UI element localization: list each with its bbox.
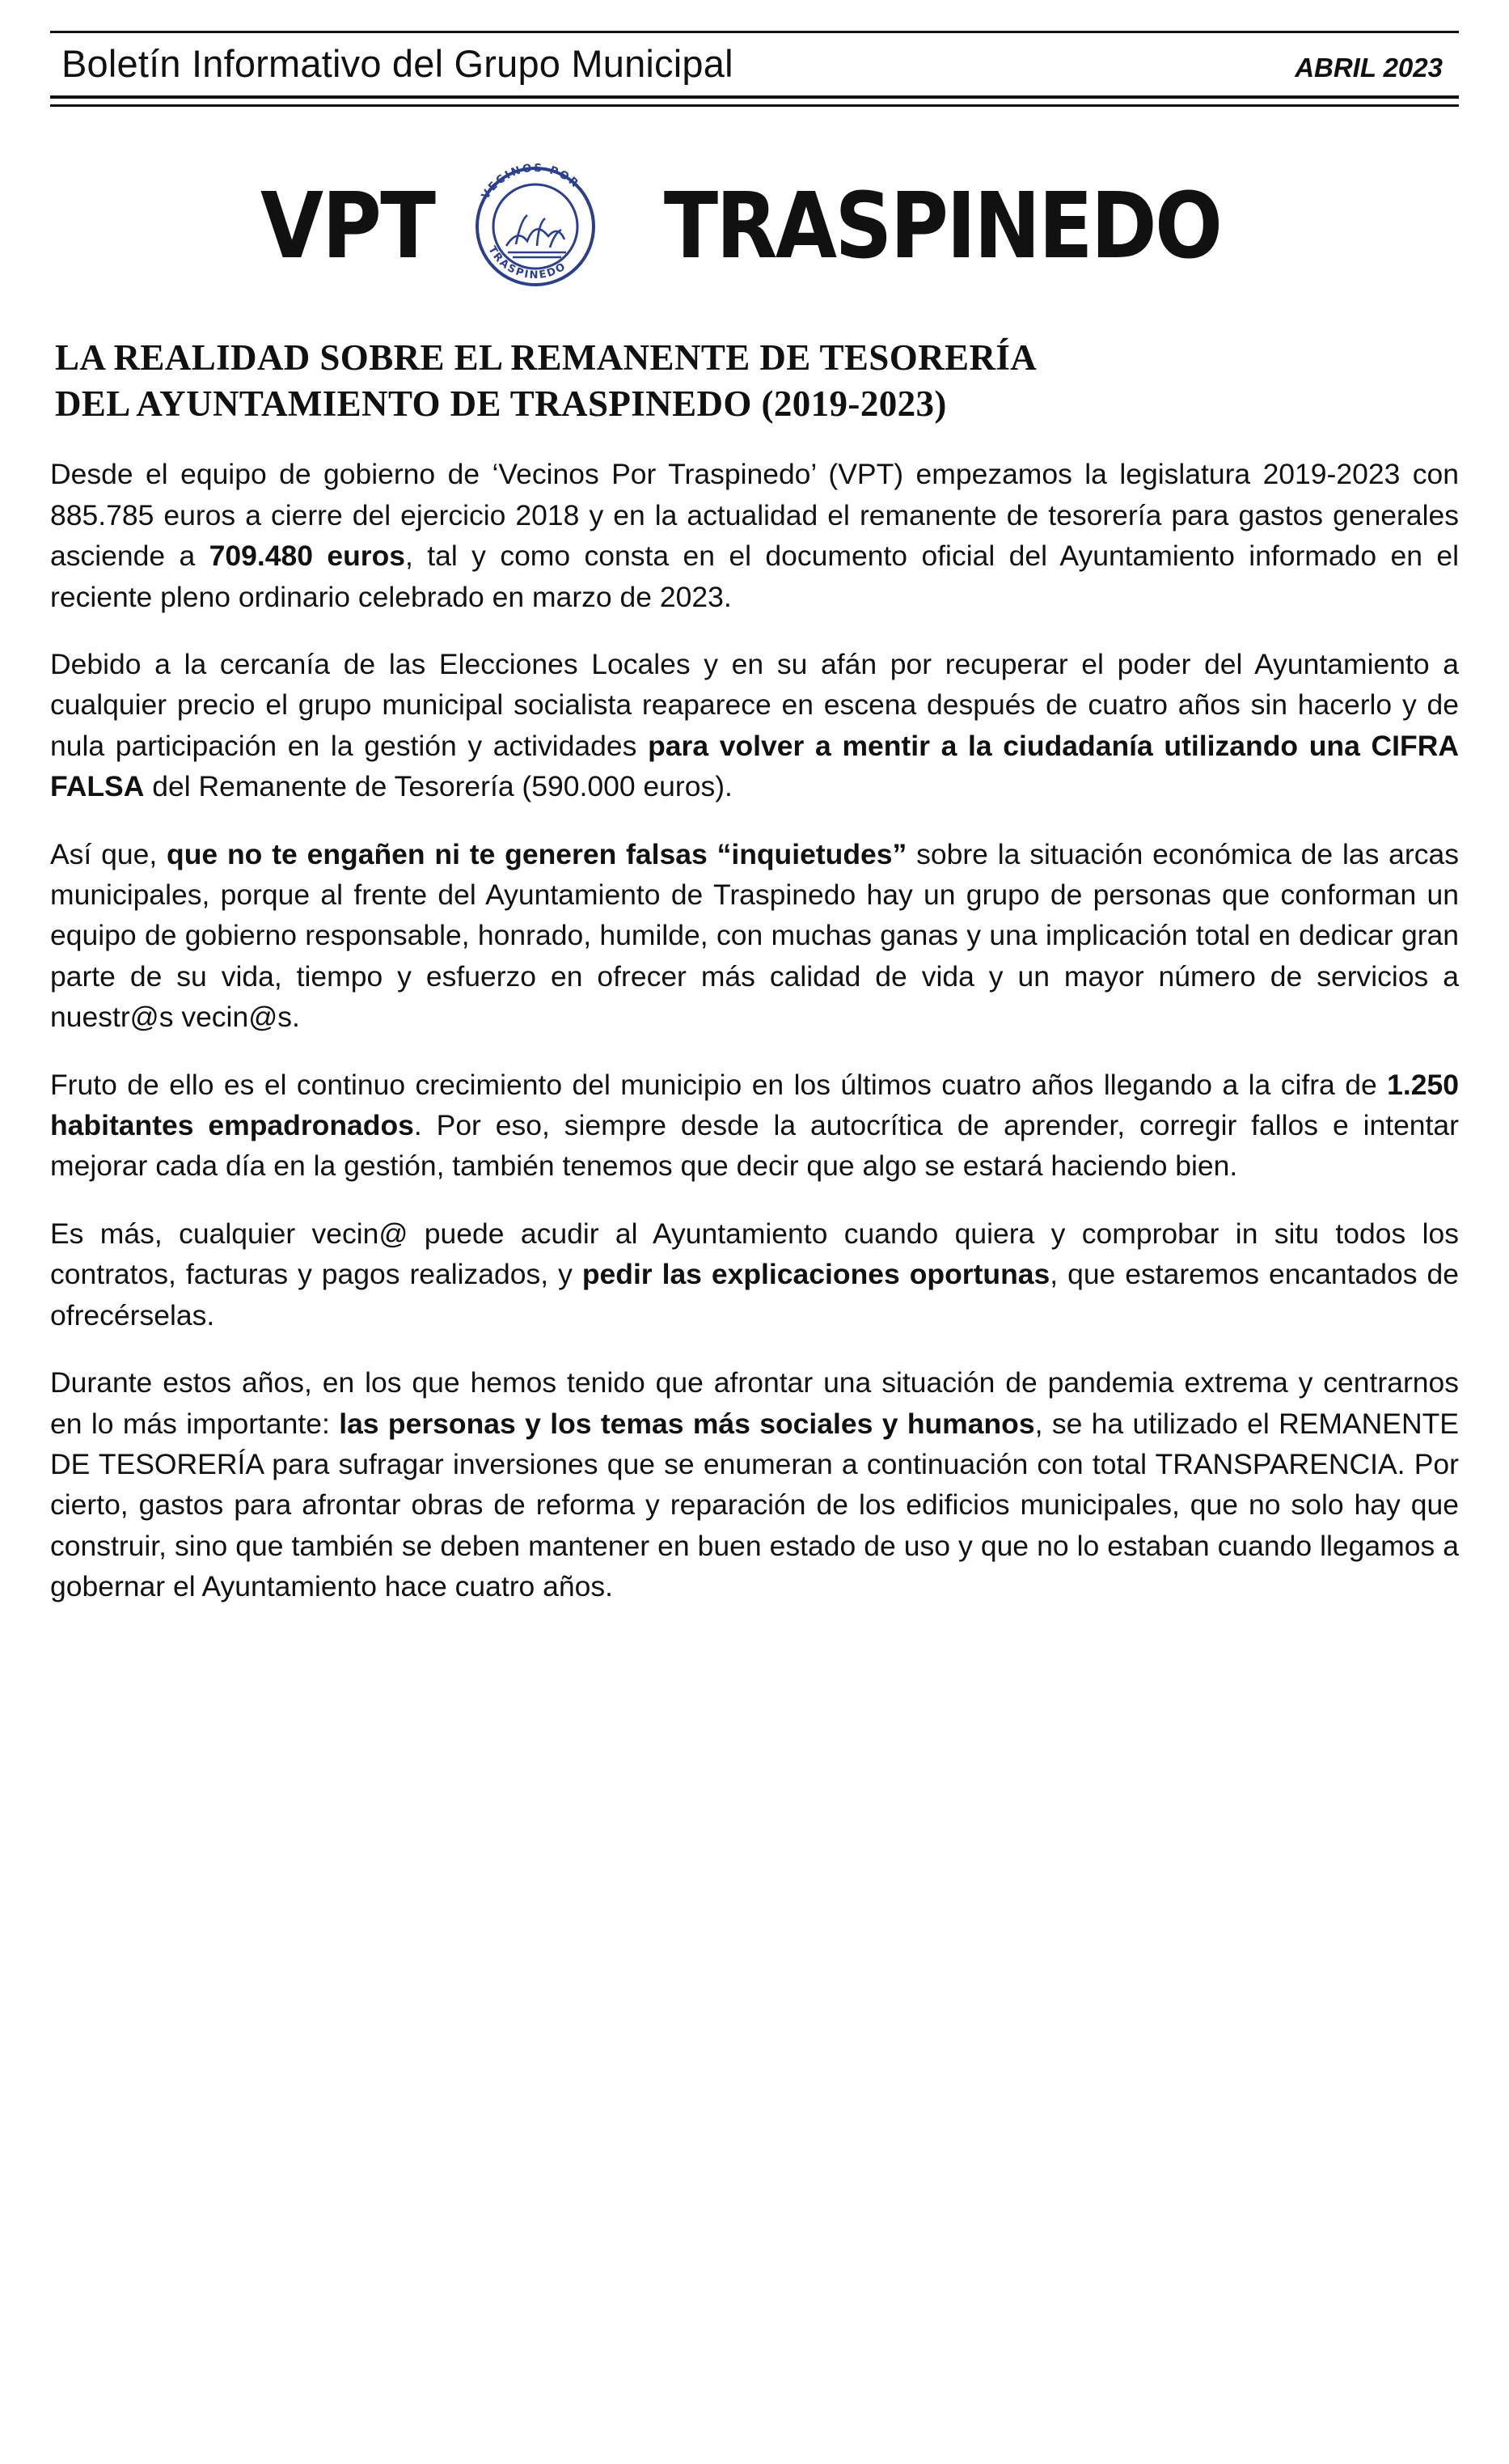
body-text: Debido a la cercanía de las Elecciones Locales y en su afán por recuperar el poder del Ayuntamiento a cualquier precio el grupo municipal socialista reaparece en escena después de cuatro años sin hacerlo y de nula participación en la gestión y actividades xyxy=(50,648,1459,762)
svg-text:VECINOS POR: VECINOS POR xyxy=(478,161,582,202)
bulletin-date: ABRIL 2023 xyxy=(1295,53,1443,83)
masthead-bottom-rule xyxy=(50,95,1459,107)
emphasis-text: para volver a mentir a la ciudadanía utilizando una CIFRA FALSA xyxy=(50,729,1459,803)
emphasis-text: 1.250 habitantes empadronados xyxy=(50,1068,1459,1142)
paragraph xyxy=(50,1213,1459,1336)
paragraph xyxy=(50,454,1459,617)
logo-traspinedo-text: TRASPINEDO xyxy=(663,174,1220,279)
body-text: , tal y como consta en el documento oficial del Ayuntamiento informado en el reciente pleno ordinario celebrado en marzo de 2023. xyxy=(50,540,1460,613)
paragraph xyxy=(50,644,1459,807)
bulletin-title: Boletín Informativo del Grupo Municipal xyxy=(61,42,733,85)
body-text: Así que, xyxy=(50,837,167,870)
body-text: del Remanente de Tesorería (590.000 euros). xyxy=(144,770,733,803)
body-text: Desde el equipo de gobierno de ‘Vecinos Por Traspinedo’ (VPT) empezamos la legislatura 2019-2023 con 885.785 euros a cierre del ejercicio 2018 y en la actualidad el remanente de tesorería para gastos generales asciende a xyxy=(50,458,1459,573)
vpt-seal-icon xyxy=(459,150,611,303)
paragraph xyxy=(50,1065,1459,1187)
masthead-row xyxy=(50,33,1459,95)
page-title-line-2: DEL AYUNTAMIENTO DE TRASPINEDO (2019-2023) xyxy=(55,383,947,424)
logo-vpt-text: VPT xyxy=(260,174,435,279)
emphasis-text: que no te engañen ni te generen falsas “inquietudes” xyxy=(167,837,907,870)
logo-band xyxy=(50,150,1459,303)
body-text: Durante estos años, en los que hemos tenido que afrontar una situación de pandemia extrema y centrarnos en lo más importante: xyxy=(50,1366,1459,1440)
emphasis-text: pedir las explicaciones oportunas xyxy=(581,1258,1050,1291)
page-title xyxy=(55,335,1454,426)
body-text: Fruto de ello es el continuo crecimiento del municipio en los últimos cuatro años llegando a la cifra de xyxy=(50,1068,1388,1101)
body-text: sobre la situación económica de las arcas municipales, porque al frente del Ayuntamiento de Traspinedo hay un grupo de personas que conforman un equipo de gobierno responsable, honrado, humilde, con muchas ganas y una implicación total en dedicar gran parte de su vida, tiempo y esfuerzo en ofrecer más calidad de vida y un mayor número de servicios a nuestr@s vecin@s. xyxy=(50,837,1459,1034)
paragraph xyxy=(50,834,1459,1038)
emphasis-text: las personas y los temas más sociales y humanos xyxy=(339,1407,1035,1440)
article-body xyxy=(50,454,1459,1607)
svg-text:TRASPINEDO: TRASPINEDO xyxy=(484,243,569,282)
body-text: , que estaremos encantados de ofrecérselas. xyxy=(50,1258,1459,1331)
body-text: Es más, cualquier vecin@ puede acudir al Ayuntamiento cuando quiera y comprobar in situ todos los contratos, facturas y pagos realizados, y xyxy=(50,1217,1459,1291)
emphasis-text: 709.480 euros xyxy=(209,540,406,573)
masthead xyxy=(50,24,1459,107)
paragraph xyxy=(50,1362,1459,1607)
body-text: . Por eso, siempre desde la autocrítica de aprender, corregir fallos e intentar mejorar cada día en la gestión, también tenemos que decir que algo se estará haciendo bien. xyxy=(50,1109,1459,1183)
body-text: , se ha utilizado el REMANENTE DE TESORERÍA para sufragar inversiones que se enumeran a continuación con total TRANSPARENCIA. Por cierto, gastos para afrontar obras de reforma y reparación de los edificios municipales, que no solo hay que construir, sino que también se deben mantener en buen estado de uso y que no lo estaban cuando llegamos a gobernar el Ayuntamiento hace cuatro años. xyxy=(50,1407,1459,1603)
page-title-line-1: LA REALIDAD SOBRE EL REMANENTE DE TESORERÍA xyxy=(55,337,1038,378)
